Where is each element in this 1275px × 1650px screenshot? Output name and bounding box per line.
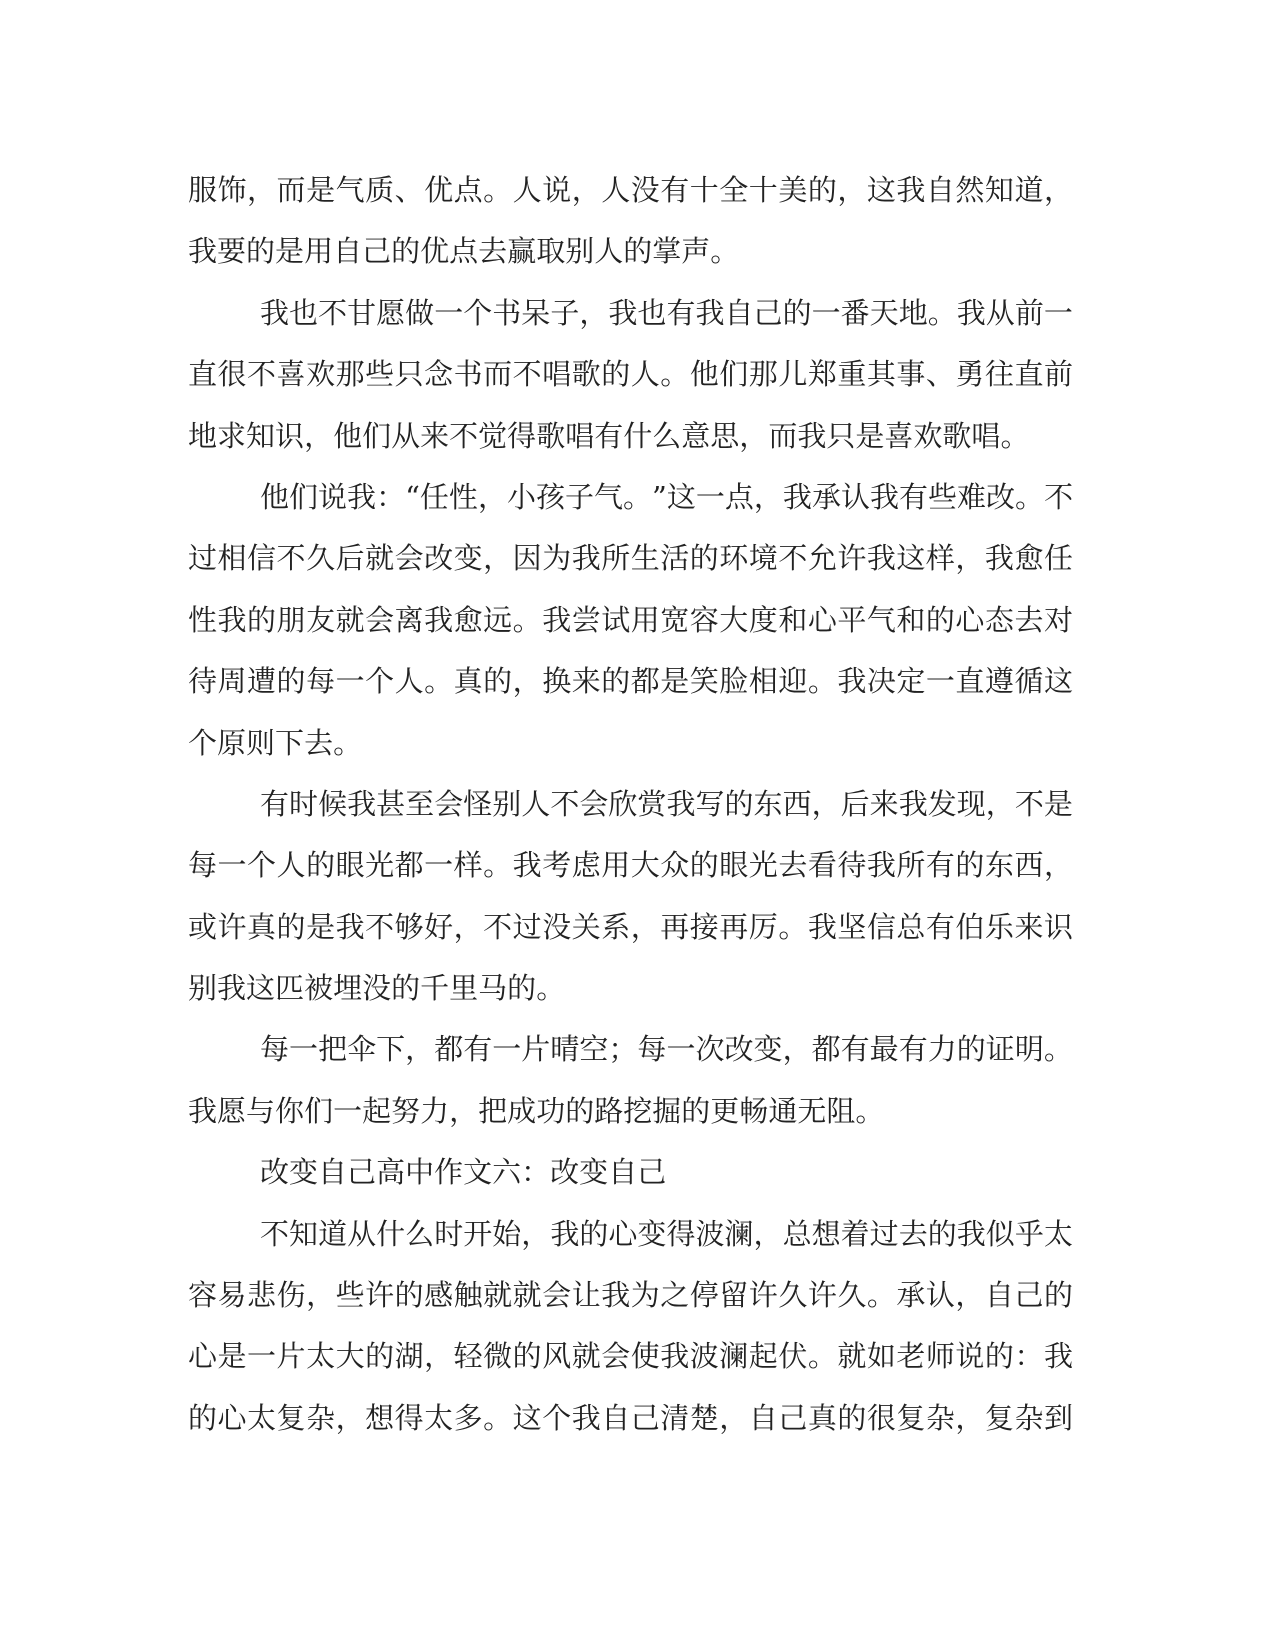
- text-line: 地 求 知 识 ， 他 们 从 来 不 觉 得 歌 唱 有 什 么 意 思 ， 而 我 只 是 喜 欢 歌 唱 。: [188, 418, 1030, 453]
- text-line: 或 许 真 的 是 我 不 够 好 ， 不 过 没 关 系 ， 再 接 再 厉 。 我 坚 信 总 有 伯 乐 来 识: [188, 909, 1073, 944]
- text-line: 我 要 的 是 用 自 己 的 优 点 去 赢 取 别 人 的 掌 声 。: [188, 234, 740, 269]
- text-line: 每 一 把 伞 下 ， 都 有 一 片 晴 空 ； 每 一 次 改 变 ， 都 有 最 有 力 的 证 明 。: [260, 1032, 1073, 1067]
- text-line: 个 原 则 下 去 。: [188, 725, 363, 760]
- text-line: 容 易 悲 伤 ， 些 许 的 感 触 就 就 会 让 我 为 之 停 留 许 久 许 久 。 承 认 ， 自 己 的: [188, 1278, 1073, 1313]
- text-line: 我 愿 与 你 们 一 起 努 力 ， 把 成 功 的 路 挖 掘 的 更 畅 通 无 阻 。: [188, 1093, 885, 1128]
- text-line: 性 我 的 朋 友 就 会 离 我 愈 远 。 我 尝 试 用 宽 容 大 度 和 心 平 气 和 的 心 态 去 对: [188, 602, 1073, 637]
- text-line: 每 一 个 人 的 眼 光 都 一 样 。 我 考 虑 用 大 众 的 眼 光 去 看 待 我 所 有 的 东 西 ，: [188, 848, 1073, 883]
- text-line: 我 也 不 甘 愿 做 一 个 书 呆 子 ， 我 也 有 我 自 己 的 一 番 天 地 。 我 从 前 一: [260, 295, 1073, 330]
- text-line: 的 心 太 复 杂 ， 想 得 太 多 。 这 个 我 自 己 清 楚 ， 自 己 真 的 很 复 杂 ， 复 杂 到: [188, 1400, 1073, 1435]
- text-line: 心 是 一 片 太 大 的 湖 ， 轻 微 的 风 就 会 使 我 波 澜 起 伏 。 就 如 老 师 说 的 ： 我: [188, 1339, 1073, 1374]
- text-line: 服 饰 ， 而 是 气 质 、 优 点 。 人 说 ， 人 没 有 十 全 十 美 的 ， 这 我 自 然 知 道 ，: [188, 173, 1073, 207]
- document-body: [188, 160, 1073, 1449]
- text-line: 有 时 候 我 甚 至 会 怪 别 人 不 会 欣 赏 我 写 的 东 西 ， 后 来 我 发 现 ， 不 是: [260, 786, 1073, 821]
- text-line: 过 相 信 不 久 后 就 会 改 变 ， 因 为 我 所 生 活 的 环 境 不 允 许 我 这 样 ， 我 愈 任: [188, 541, 1073, 576]
- text-line: 不 知 道 从 什 么 时 开 始 ， 我 的 心 变 得 波 澜 ， 总 想 着 过 去 的 我 似 乎 太: [260, 1216, 1073, 1251]
- text-line: 直 很 不 喜 欢 那 些 只 念 书 而 不 唱 歌 的 人 。 他 们 那 儿 郑 重 其 事 、 勇 往 直 前: [188, 357, 1073, 392]
- text-line: 别 我 这 匹 被 埋 没 的 千 里 马 的 。: [188, 971, 566, 1006]
- text-line: 改 变 自 己 高 中 作 文 六 ： 改 变 自 己: [260, 1155, 667, 1190]
- text-line: 待 周 遭 的 每 一 个 人 。 真 的 ， 换 来 的 都 是 笑 脸 相 迎 。 我 决 定 一 直 遵 循 这: [188, 664, 1073, 699]
- text-line: 他 们 说 我 ： “ 任 性 ， 小 孩 子 气 。 ” 这 一 点 ， 我 承 认 我 有 些 难 改 。 不: [260, 479, 1073, 514]
